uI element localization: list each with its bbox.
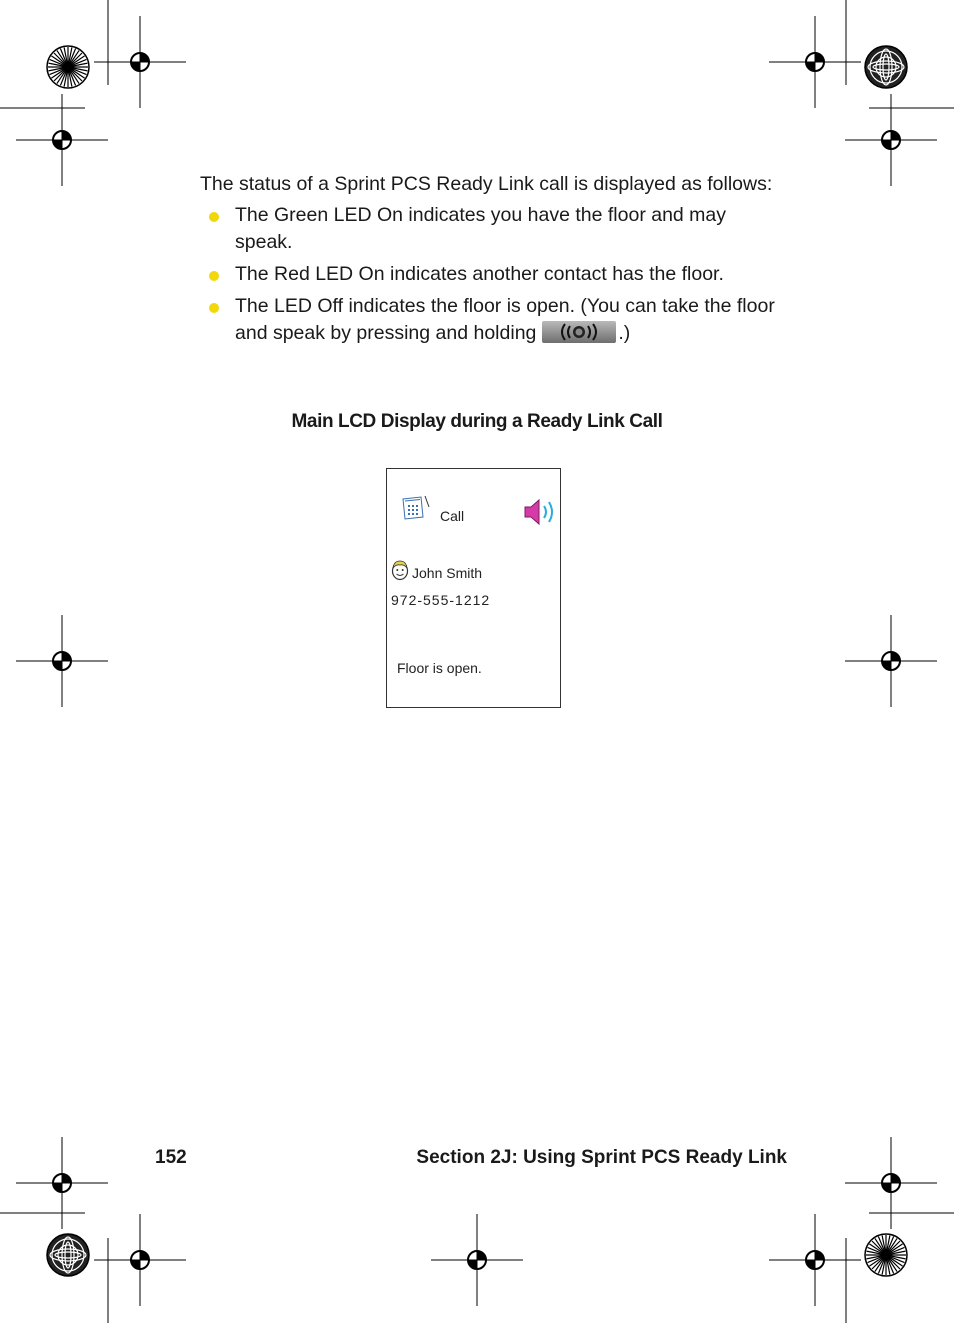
status-list (200, 202, 780, 347)
ready-link-button-icon (542, 321, 616, 343)
call-label: Call (440, 508, 465, 524)
bullet-icon (209, 303, 219, 313)
section-title: Section 2J: Using Sprint PCS Ready Link (416, 1147, 787, 1168)
figure-caption: Main LCD Display during a Ready Link Call (291, 411, 663, 432)
floor-status: Floor is open. (397, 660, 482, 676)
list-item (200, 202, 780, 256)
list-item (200, 261, 780, 288)
contact-name: John Smith (412, 565, 483, 581)
bullet-icon (209, 271, 219, 281)
body-text (200, 171, 780, 352)
bullet-text: The Red LED On indicates another contact has the floor. (235, 263, 724, 285)
phone-call-icon (401, 495, 431, 521)
intro-paragraph: The status of a Sprint PCS Ready Link call is displayed as follows: (200, 173, 773, 195)
face-icon (390, 559, 410, 581)
bullet-icon (209, 212, 219, 222)
bullet-suffix: .) (618, 322, 631, 344)
contact-number: 972-555-1212 (391, 592, 491, 608)
lcd-screen (386, 468, 561, 708)
page-number: 152 (155, 1147, 187, 1168)
bullet-text: The Green LED On indicates you have the floor and may speak. (235, 204, 727, 253)
bullet-text: The LED Off indicates the floor is open. (You can take the floor and speak by pressing and holding (235, 295, 775, 344)
speaker-icon (522, 497, 558, 527)
list-item (200, 293, 780, 347)
